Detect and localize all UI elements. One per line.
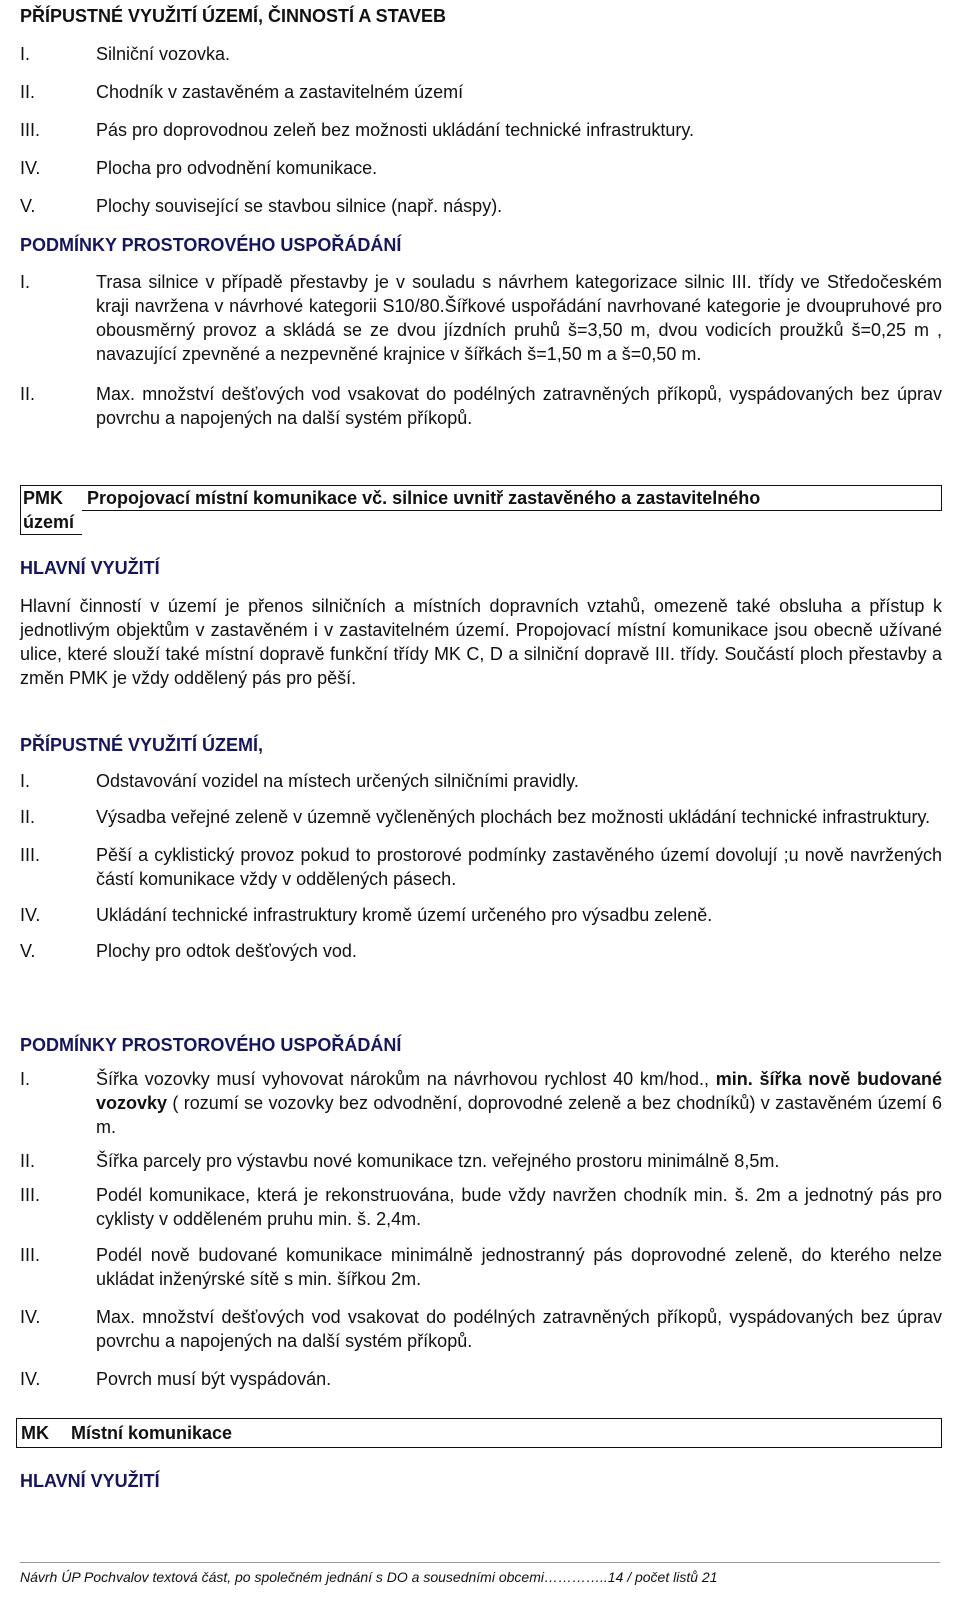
item-text: Trasa silnice v případě přestavby je v souladu s návrhem kategorizace silnic III. třídy ve Středočeském kraji navržena v návrhové kategorii S10/80.Šířkové uspořádání navrhované kategorie je dvoupruhové pro obousměrný provoz a skládá se ze dvou jízdních pruhů š=3,50 m, dvou vodicích proužků š=0,25 m , navazující zpevněné a nezpevněné krajnice v šířkách š=1,50 m a š=0,50 m. <box>96 272 942 364</box>
heading-spatial-conditions: PODMÍNKY PROSTOROVÉHO USPOŘÁDÁNÍ <box>20 235 402 255</box>
list-permitted-uses <box>20 42 942 218</box>
item-text: Šířka parcely pro výstavbu nové komunikace tzn. veřejného prostoru minimálně 8,5m. <box>96 1151 780 1171</box>
list-item <box>20 194 942 218</box>
heading-spatial-conditions-pmk: PODMÍNKY PROSTOROVÉHO USPOŘÁDÁNÍ <box>20 1035 402 1055</box>
section-spatial-conditions-pmk <box>20 1033 942 1391</box>
item-number: IV. <box>20 1369 41 1389</box>
heading-main-use: HLAVNÍ VYUŽITÍ <box>20 558 160 578</box>
pmk-code: PMK <box>23 488 63 508</box>
mk-code: MK <box>21 1423 49 1443</box>
item-text: Odstavování vozidel na místech určených silničními pravidly. <box>96 771 579 791</box>
item-text-part: Šířka vozovky musí vyhovovat nárokům na návrhovou rychlost 40 km/hod., <box>96 1069 716 1089</box>
item-text: Plochy související se stavbou silnice (např. náspy). <box>96 196 503 216</box>
item-text: Povrch musí být vyspádován. <box>96 1369 332 1389</box>
item-number: IV. <box>20 1307 41 1327</box>
footer-divider <box>20 1562 940 1563</box>
list-item <box>20 769 942 793</box>
list-item <box>20 118 942 142</box>
item-text: Max. množství dešťových vod vsakovat do podélných zatravněných příkopů, vyspádovaných bez úprav povrchu a napojených na další systém příkopů. <box>96 384 942 428</box>
list-item <box>20 1305 942 1353</box>
item-text: Výsadba veřejné zeleně v územně vyčleněných plochách bez možnosti ukládání technické infrastruktury. <box>96 807 931 827</box>
section-spatial-conditions <box>20 233 942 430</box>
item-number: II. <box>20 82 36 102</box>
item-number: I. <box>20 272 31 292</box>
item-number: II. <box>20 384 36 404</box>
mk-title-box <box>16 1418 942 1448</box>
section-main-use-mk <box>20 1469 942 1493</box>
list-item <box>20 903 942 927</box>
item-number: V. <box>20 941 36 961</box>
item-text: Podél komunikace, která je rekonstruována, bude vždy navržen chodník min. š. 2m a jednotný pás pro cyklisty v odděleném pruhu min. š. 2,4m. <box>96 1185 942 1229</box>
item-number: II. <box>20 1151 36 1171</box>
list-item <box>20 1183 942 1231</box>
pmk-title-box <box>20 485 942 535</box>
list-item <box>20 1367 942 1391</box>
section-permitted-uses-pmk <box>20 733 942 963</box>
item-text: Chodník v zastavěném a zastavitelném území <box>96 82 464 102</box>
section-permitted-uses <box>20 4 942 218</box>
list-item <box>20 939 942 963</box>
item-number: V. <box>20 196 36 216</box>
mk-title <box>16 1418 942 1448</box>
pmk-title-line2: území <box>20 510 82 535</box>
page-footer: Návrh ÚP Pochvalov textová část, po společném jednání s DO a sousedními obcemi…………..14 / počet listů 21 <box>20 1569 718 1585</box>
item-text: Plocha pro odvodnění komunikace. <box>96 158 378 178</box>
main-use-paragraph: Hlavní činností v území je přenos silničních a místních dopravních vztahů, omezeně také obsluha a přístup k jednotlivým objektům v zastavěném i v zastavitelném území. Propojovací místní komunikace jsou obecně užívané ulice, které slouží také místní dopravě funkční třídy MK C, D a silniční dopravě III. třídy. Součástí ploch přestavby a změn PMK je vždy oddělený pás pro pěší. <box>20 596 942 688</box>
mk-title-text: Místní komunikace <box>71 1423 233 1443</box>
item-text: Silniční vozovka. <box>96 44 231 64</box>
list-item <box>20 843 942 891</box>
item-text: Pás pro doprovodnou zeleň bez možnosti ukládání technické infrastruktury. <box>96 120 694 140</box>
heading-permitted-uses-pmk: PŘÍPUSTNÉ VYUŽITÍ ÚZEMÍ, <box>20 735 264 755</box>
item-number: IV. <box>20 158 41 178</box>
item-number: III. <box>20 120 41 140</box>
item-number: III. <box>20 1245 41 1265</box>
item-number: I. <box>20 771 31 791</box>
list-item <box>20 382 942 430</box>
item-text-bold: min. šířka nově budované vozovky <box>96 1069 942 1113</box>
pmk-title-line2-row <box>20 510 942 535</box>
pmk-title: Propojovací místní komunikace vč. silnice uvnitř zastavěného a zastavitelného <box>87 488 761 508</box>
item-text: Ukládání technické infrastruktury kromě území určeného pro výsadbu zeleně. <box>96 905 713 925</box>
section-main-use <box>20 556 942 690</box>
item-number: IV. <box>20 905 41 925</box>
pmk-title-line1 <box>20 485 942 510</box>
pmk-box-edge <box>82 510 942 535</box>
list-item <box>20 80 942 104</box>
item-text: Pěší a cyklistický provoz pokud to prostorové podmínky zastavěného území dovolují ;u nově navržených částí komunikace vždy v oddělených pásech. <box>96 845 942 889</box>
heading-permitted-uses: PŘÍPUSTNÉ VYUŽITÍ ÚZEMÍ, ČINNOSTÍ A STAVEB <box>20 6 447 26</box>
item-number: I. <box>20 44 31 64</box>
item-number: II. <box>20 807 36 827</box>
item-text: Plochy pro odtok dešťových vod. <box>96 941 357 961</box>
list-item <box>20 270 942 366</box>
list-item <box>20 42 942 66</box>
item-text-part: ( rozumí se vozovky bez odvodnění, doprovodné zeleně a bez chodníků) v zastavěném území 6 m. <box>96 1093 942 1137</box>
heading-main-use-mk: HLAVNÍ VYUŽITÍ <box>20 1471 160 1491</box>
item-text: Max. množství dešťových vod vsakovat do podélných zatravněných příkopů, vyspádovaných bez úprav povrchu a napojených na další systém příkopů. <box>96 1307 942 1351</box>
list-item <box>20 1243 942 1291</box>
list-spatial-conditions <box>20 270 942 430</box>
item-number: III. <box>20 845 41 865</box>
item-number: I. <box>20 1069 31 1089</box>
list-permitted-uses-pmk <box>20 769 942 963</box>
list-item <box>20 805 942 829</box>
item-text: Podél nově budované komunikace minimálně jednostranný pás doprovodné zeleně, do kterého nelze ukládat inženýrské sítě s min. šířkou 2m. <box>96 1245 942 1289</box>
item-number: III. <box>20 1185 41 1205</box>
list-item <box>20 1067 942 1139</box>
item-text <box>96 1067 942 1139</box>
list-item <box>20 156 942 180</box>
list-spatial-conditions-pmk <box>20 1067 942 1391</box>
list-item <box>20 1149 942 1173</box>
